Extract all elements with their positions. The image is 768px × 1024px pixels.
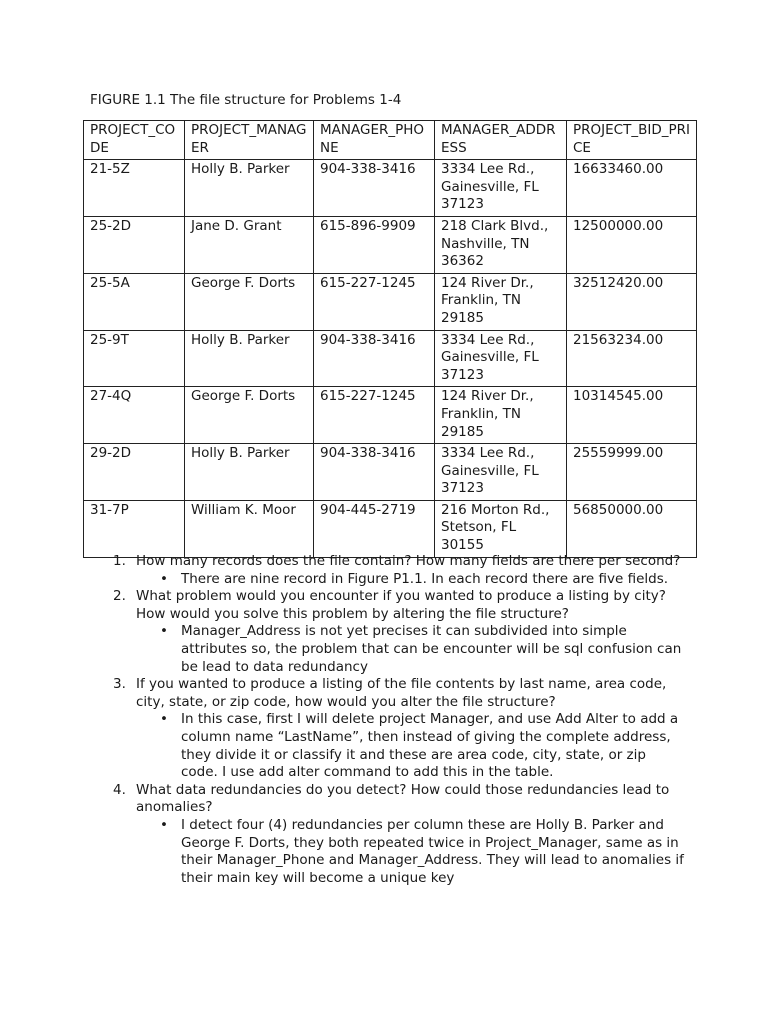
question-text: How many records does the file contain? How many fields are there per second? bbox=[136, 553, 681, 569]
table-row bbox=[84, 330, 697, 387]
table-row bbox=[84, 216, 697, 273]
question-text: If you wanted to produce a listing of the file contents by last name, area code, city, state, or zip code, how would you alter the file structure? bbox=[136, 676, 667, 710]
address-line: 124 River Dr., bbox=[441, 388, 534, 405]
answer-item bbox=[0, 711, 768, 781]
answer-text: There are nine record in Figure P1.1. In each record there are five fields. bbox=[181, 570, 669, 587]
question-text: What problem would you encounter if you wanted to produce a listing by city? How would you solve this problem by altering the file structure? bbox=[136, 588, 666, 622]
address-line: 30155 bbox=[441, 537, 484, 554]
cell-project-manager: William K. Moor bbox=[185, 500, 314, 557]
address-line: 3334 Lee Rd., bbox=[441, 445, 535, 462]
cell-manager-phone: 615-896-9909 bbox=[314, 216, 435, 273]
cell-project-code: 29-2D bbox=[84, 444, 185, 501]
questions-list bbox=[0, 553, 768, 887]
table-row bbox=[84, 444, 697, 501]
question-item bbox=[0, 782, 768, 817]
question-item bbox=[0, 676, 768, 711]
address-line: Gainesville, FL bbox=[441, 349, 539, 366]
bullet-icon: • bbox=[160, 711, 168, 728]
cell-project-manager: Jane D. Grant bbox=[185, 216, 314, 273]
cell-project-code: 31-7P bbox=[84, 500, 185, 557]
table-row bbox=[84, 387, 697, 444]
address-line: 124 River Dr., bbox=[441, 274, 534, 291]
cell-project-code: 25-9T bbox=[84, 330, 185, 387]
question-item bbox=[0, 588, 768, 623]
address-line: Stetson, FL bbox=[441, 519, 517, 536]
address-line: 29185 bbox=[441, 423, 484, 440]
cell-manager-address bbox=[435, 160, 567, 217]
table-row bbox=[84, 273, 697, 330]
question-number: 4. bbox=[113, 781, 126, 798]
answer-text: In this case, first I will delete project Manager, and use Add Alter to add a column name “LastName”, then instead of giving the complete address, they divide it or classify it and these are area code, city, state, or zip code. I use add alter command to add this in the table. bbox=[181, 711, 679, 781]
cell-project-bid-price: 21563234.00 bbox=[567, 330, 697, 387]
cell-manager-phone: 904-338-3416 bbox=[314, 330, 435, 387]
answer-item bbox=[0, 571, 768, 589]
address-line: 36362 bbox=[441, 253, 484, 270]
cell-project-manager: Holly B. Parker bbox=[185, 330, 314, 387]
cell-project-manager: George F. Dorts bbox=[185, 273, 314, 330]
answer-text: I detect four (4) redundancies per column these are Holly B. Parker and George F. Dorts, they both repeated twice in Project_Manager, same as in their Manager_Phone and Manager_Address. They will lead to anomalies if their main key will become a unique key bbox=[181, 816, 684, 886]
cell-manager-address bbox=[435, 216, 567, 273]
header-manager-phone: MANAGER_PHONE bbox=[314, 121, 435, 160]
address-line: 218 Clark Blvd., bbox=[441, 217, 549, 234]
address-line: 37123 bbox=[441, 480, 484, 497]
cell-project-code: 27-4Q bbox=[84, 387, 185, 444]
address-line: 3334 Lee Rd., bbox=[441, 161, 535, 178]
address-line: 3334 Lee Rd., bbox=[441, 331, 535, 348]
answer-text: Manager_Address is not yet precises it can subdivided into simple attributes so, the problem that can be encounter will be sql confusion can be lead to data redundancy bbox=[181, 623, 682, 675]
question-item bbox=[0, 553, 768, 571]
cell-manager-phone: 904-338-3416 bbox=[314, 160, 435, 217]
cell-manager-phone: 904-338-3416 bbox=[314, 444, 435, 501]
address-line: Franklin, TN bbox=[441, 292, 521, 309]
cell-manager-address bbox=[435, 444, 567, 501]
cell-manager-address bbox=[435, 387, 567, 444]
cell-project-code: 25-5A bbox=[84, 273, 185, 330]
cell-manager-phone: 904-445-2719 bbox=[314, 500, 435, 557]
address-line: Franklin, TN bbox=[441, 405, 521, 422]
cell-manager-address bbox=[435, 330, 567, 387]
cell-project-bid-price: 56850000.00 bbox=[567, 500, 697, 557]
header-project-code: PROJECT_CODE bbox=[84, 121, 185, 160]
header-project-manager: PROJECT_MANAGER bbox=[185, 121, 314, 160]
cell-project-bid-price: 25559999.00 bbox=[567, 444, 697, 501]
table-row bbox=[84, 500, 697, 557]
cell-project-code: 21-5Z bbox=[84, 160, 185, 217]
address-line: 37123 bbox=[441, 366, 484, 383]
address-line: 216 Morton Rd., bbox=[441, 501, 550, 518]
cell-project-bid-price: 16633460.00 bbox=[567, 160, 697, 217]
question-number: 1. bbox=[113, 553, 126, 569]
header-manager-address: MANAGER_ADDRESS bbox=[435, 121, 567, 160]
cell-manager-phone: 615-227-1245 bbox=[314, 387, 435, 444]
address-line: 29185 bbox=[441, 309, 484, 326]
table-row bbox=[84, 160, 697, 217]
address-line: Nashville, TN bbox=[441, 235, 530, 252]
bullet-icon: • bbox=[160, 816, 168, 833]
figure-caption: FIGURE 1.1 The file structure for Problems 1-4 bbox=[90, 92, 402, 108]
header-project-bid-price: PROJECT_BID_PRICE bbox=[567, 121, 697, 160]
cell-project-bid-price: 12500000.00 bbox=[567, 216, 697, 273]
question-text: What data redundancies do you detect? How could those redundancies lead to anomalies? bbox=[136, 781, 670, 816]
cell-project-code: 25-2D bbox=[84, 216, 185, 273]
cell-project-manager: Holly B. Parker bbox=[185, 160, 314, 217]
question-number: 3. bbox=[113, 676, 126, 693]
cell-project-manager: George F. Dorts bbox=[185, 387, 314, 444]
answer-item bbox=[0, 817, 768, 887]
address-line: 37123 bbox=[441, 196, 484, 213]
cell-manager-phone: 615-227-1245 bbox=[314, 273, 435, 330]
bullet-icon: • bbox=[160, 623, 168, 640]
file-structure-table bbox=[83, 120, 697, 558]
address-line: Gainesville, FL bbox=[441, 178, 539, 195]
cell-manager-address bbox=[435, 273, 567, 330]
cell-manager-address bbox=[435, 500, 567, 557]
bullet-icon: • bbox=[160, 570, 168, 587]
table-header-row bbox=[84, 121, 697, 160]
address-line: Gainesville, FL bbox=[441, 462, 539, 479]
cell-project-bid-price: 10314545.00 bbox=[567, 387, 697, 444]
cell-project-bid-price: 32512420.00 bbox=[567, 273, 697, 330]
cell-project-manager: Holly B. Parker bbox=[185, 444, 314, 501]
answer-item bbox=[0, 623, 768, 676]
question-number: 2. bbox=[113, 588, 126, 605]
